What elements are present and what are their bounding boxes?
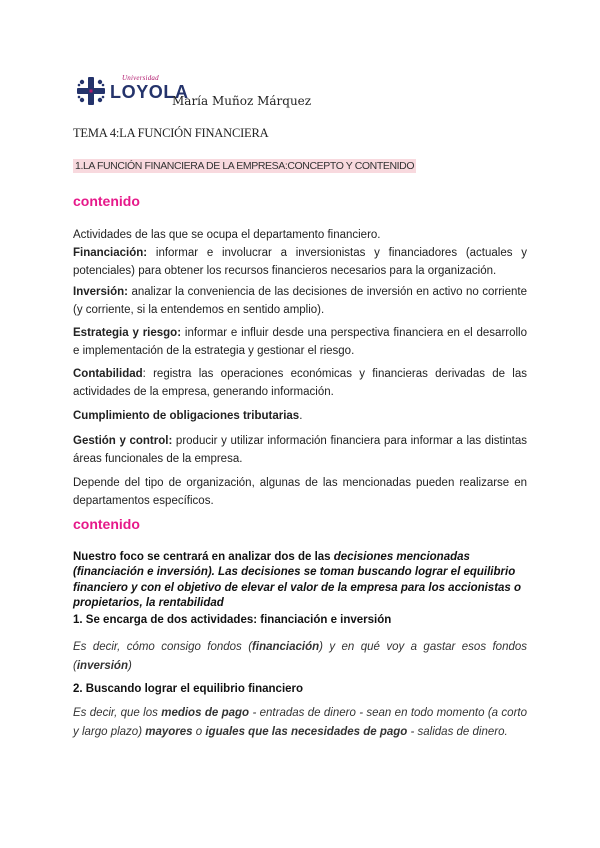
point-heading: 2. Buscando lograr el equilibrio financiero bbox=[73, 683, 304, 695]
item-term: Estrategia y riesgo: bbox=[73, 327, 182, 339]
list-item bbox=[73, 324, 527, 360]
note-text: Es decir, que los bbox=[73, 707, 162, 719]
note-keyword: medios de pago bbox=[161, 707, 250, 719]
note-text: Es decir, cómo consigo fondos ( bbox=[73, 641, 253, 653]
item-term: Gestión y control: bbox=[73, 435, 173, 447]
note-paragraph bbox=[73, 704, 527, 742]
item-term: Cumplimiento de obligaciones tributarias bbox=[73, 410, 300, 422]
note-keyword: mayores bbox=[145, 726, 193, 738]
logo-wordmark: LOYOLA bbox=[110, 82, 189, 102]
focus-paragraph bbox=[73, 550, 527, 611]
point-heading: 1. Se encarga de dos actividades: financiación e inversión bbox=[73, 614, 392, 626]
note-text: - entradas de dinero - sean en todo momento (a corto y largo plazo) bbox=[73, 707, 528, 738]
item-term: Inversión: bbox=[73, 286, 128, 298]
closing-paragraph: Depende del tipo de organización, algunas de las mencionadas pueden realizarse en departamentos específicos. bbox=[73, 477, 527, 507]
loyola-cross-icon bbox=[76, 76, 106, 106]
focus-emphasis: decisiones mencionadas (financiación e inversión). Las decisiones se toman buscando lograr el equilibrio financiero y con el objetivo de elevar el valor de la empresa para los accionistas o propietarios, la rentabilidad bbox=[73, 551, 522, 609]
item-text: producir y utilizar información financiera para informar a las distintas áreas funcionales de la empresa. bbox=[73, 435, 527, 465]
focus-text: Nuestro foco se centrará en analizar dos de las bbox=[73, 551, 334, 563]
university-logo bbox=[76, 74, 189, 108]
subtopic-heading: 1.LA FUNCIÓN FINANCIERA DE LA EMPRESA:CONCEPTO Y CONTENIDO bbox=[75, 160, 415, 172]
item-text: analizar la conveniencia de las decisiones de inversión en activo no corriente (y corriente, si la entendemos en sentido amplio). bbox=[73, 286, 527, 316]
intro-text: Actividades de las que se ocupa el departamento financiero. bbox=[73, 229, 381, 241]
note-text: - salidas de dinero. bbox=[407, 726, 508, 738]
author-name: María Muñoz Márquez bbox=[172, 94, 312, 108]
note-text: ) y en qué voy a gastar esos fondos ( bbox=[73, 641, 528, 672]
note-keyword: financiación bbox=[252, 641, 320, 653]
item-text: informar e influir desde una perspectiva financiera en el desarrollo e implementación de la estrategia y gestionar el riesgo. bbox=[73, 327, 528, 357]
note-text: ) bbox=[127, 660, 132, 672]
topic-heading: TEMA 4:LA FUNCIÓN FINANCIERA bbox=[73, 126, 269, 140]
list-item bbox=[73, 432, 527, 468]
list-item bbox=[73, 283, 527, 319]
section-title: contenido bbox=[73, 516, 140, 532]
note-keyword: inversión bbox=[76, 660, 128, 672]
item-term: Financiación: bbox=[73, 247, 148, 259]
note-paragraph bbox=[73, 638, 527, 676]
item-text: . bbox=[299, 410, 303, 422]
list-item bbox=[73, 407, 527, 425]
item-text: informar e involucrar a inversionistas y financiadores (actuales y potenciales) para obtener los recursos financieros necesarios para la organización. bbox=[73, 247, 527, 277]
list-item bbox=[73, 365, 527, 401]
note-text: o bbox=[192, 726, 206, 738]
item-term: Contabilidad bbox=[73, 368, 143, 380]
item-text: : registra las operaciones económicas y financieras derivadas de las actividades de la empresa, generando información. bbox=[73, 368, 527, 398]
intro-paragraph bbox=[73, 226, 527, 280]
note-keyword: iguales que las necesidades de pago bbox=[205, 726, 408, 738]
logo-subtitle: Universidad bbox=[122, 74, 159, 82]
section-title: contenido bbox=[73, 193, 140, 209]
